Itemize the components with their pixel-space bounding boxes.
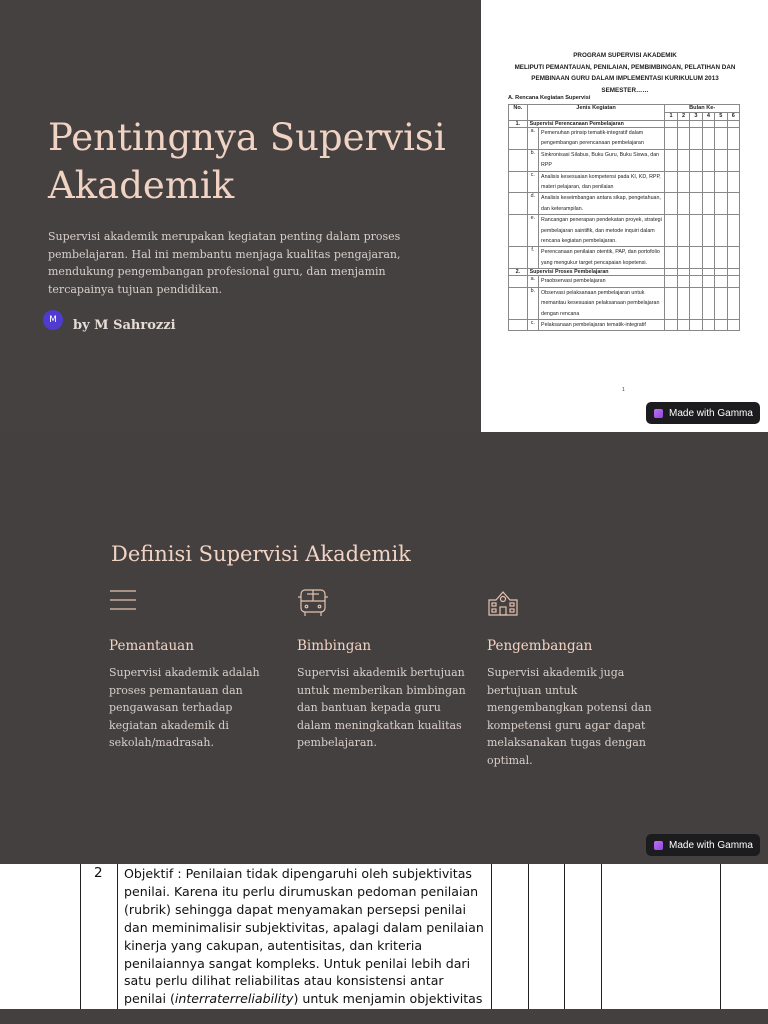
item-text: Observasi pelaksanaan pembelajaran untuk memantau kesesuaian pelaksanaan pembelajaran dengan rencana — [539, 287, 665, 319]
document-heading-line: PEMBINAAN GURU DALAM IMPLEMENTASI KURIKULUM 2013 — [531, 75, 719, 82]
month-cell — [665, 269, 677, 276]
col-jenis-header: Jenis Kegiatan — [527, 105, 665, 121]
month-cell — [677, 319, 689, 330]
document-table — [508, 104, 740, 331]
row-text-prefix: Objektif : Penilaian tidak dipengaruhi oleh subjektivitas penilai. Karena itu perlu dirumuskan pedoman penilaian (rubrik) sehingga dapat menyamakan persepsi penilai dan meminimalisir subjektivitas, apalagi dalam penilaian kinerja yang cakupan, autentisitas, dan kriteria penilaiannya sangat kompleks. Untuk penilai lebih dari satu perlu dilihat reliabilitas atau konsistensi antar penilai ( — [124, 866, 484, 1007]
month-cell — [690, 269, 702, 276]
month-cell — [727, 171, 739, 193]
empty-cell — [509, 128, 528, 150]
month-cell — [702, 247, 714, 269]
month-cell — [715, 121, 727, 128]
month-cell — [665, 128, 677, 150]
table-row — [509, 276, 740, 287]
month-cell — [727, 193, 739, 215]
made-with-gamma-badge[interactable] — [646, 402, 760, 424]
month-cell — [677, 121, 689, 128]
empty-cell — [509, 276, 528, 287]
table-border — [117, 864, 118, 1009]
item-letter: b. — [527, 149, 538, 171]
empty-cell — [509, 171, 528, 193]
column-title: Pengembangan — [487, 638, 593, 654]
bottom-strip — [0, 1009, 768, 1024]
month-cell — [727, 128, 739, 150]
table-border — [564, 864, 565, 1009]
month-cell — [690, 287, 702, 319]
month-cell — [715, 247, 727, 269]
month-cell — [715, 149, 727, 171]
month-cell — [690, 128, 702, 150]
document-heading-line: MELIPUTI PEMANTAUAN, PENILAIAN, PEMBIMBINGAN, PELATIHAN DAN — [514, 63, 736, 71]
table-row — [509, 269, 740, 276]
empty-cell — [509, 287, 528, 319]
month-cell — [702, 269, 714, 276]
month-cell — [665, 121, 677, 128]
month-cell — [727, 247, 739, 269]
made-with-gamma-badge[interactable] — [646, 834, 760, 856]
item-text: Pelaksanaan pembelajaran tematik-integratif — [539, 319, 665, 330]
month-cell — [690, 247, 702, 269]
table-row — [509, 215, 740, 247]
month-cell — [677, 128, 689, 150]
table-row — [509, 128, 740, 150]
document-table-body — [509, 121, 740, 331]
column-text: Supervisi akademik juga bertujuan untuk mengembangkan potensi dan kompetensi guru agar dapat melaksanakan tugas dengan optimal. — [487, 666, 652, 767]
table-border — [491, 864, 492, 1009]
column-bimbingan — [297, 588, 467, 752]
item-letter: b. — [527, 287, 538, 319]
document-image — [481, 0, 768, 432]
col-no-header: No. — [509, 105, 528, 121]
school-building-icon — [487, 588, 519, 618]
month-cell — [715, 287, 727, 319]
month-cell — [727, 276, 739, 287]
month-cell — [727, 215, 739, 247]
month-cell — [690, 193, 702, 215]
column-pengembangan — [487, 588, 657, 770]
month-cell — [715, 269, 727, 276]
month-cell — [665, 287, 677, 319]
slide-title: Pentingnya Supervisi Akademik — [48, 116, 446, 207]
month-cell — [727, 319, 739, 330]
month-cell — [665, 215, 677, 247]
month-cell — [702, 193, 714, 215]
column-text: Supervisi akademik adalah proses pemantauan dan pengawasan terhadap kegiatan akademik di sekolah/madrasah. — [109, 666, 260, 750]
row-text — [124, 865, 488, 1024]
month-cell — [702, 128, 714, 150]
column-title: Pemantauan — [109, 638, 194, 654]
row-number: 1. — [509, 121, 528, 128]
month-cell — [702, 171, 714, 193]
objectivity-table-slide — [0, 864, 768, 1024]
table-row — [509, 319, 740, 330]
item-letter: e. — [527, 215, 538, 247]
month-cell — [715, 276, 727, 287]
document-heading — [491, 50, 759, 96]
month-cell — [690, 276, 702, 287]
row-number: 2. — [509, 269, 528, 276]
definition-slide — [0, 432, 768, 864]
month-header: 6 — [727, 113, 739, 121]
month-cell — [665, 149, 677, 171]
item-letter: a. — [527, 276, 538, 287]
month-cell — [727, 287, 739, 319]
month-cell — [690, 319, 702, 330]
table-border — [601, 864, 602, 1009]
table-border — [528, 864, 529, 1009]
document-heading-line: PROGRAM SUPERVISI AKADEMIK — [573, 52, 677, 59]
month-cell — [715, 215, 727, 247]
item-text: Rancangan penerapan pendekatan proyek, strategi pembelajaran saintifik, dan metode inquiri dalam rencana kegiatan pembelajaran. — [539, 215, 665, 247]
month-cell — [677, 269, 689, 276]
avatar[interactable]: M — [43, 310, 63, 330]
table-row — [509, 247, 740, 269]
table-row — [509, 149, 740, 171]
month-cell — [677, 171, 689, 193]
month-cell — [690, 171, 702, 193]
table-border — [80, 864, 81, 1009]
empty-cell — [509, 215, 528, 247]
month-cell — [702, 319, 714, 330]
empty-cell — [509, 193, 528, 215]
group-title: Supervisi Proses Pembelajaran — [527, 269, 665, 276]
table-row — [509, 193, 740, 215]
column-text: Supervisi akademik bertujuan untuk memberikan bimbingan dan bantuan kepada guru dalam meningkatkan kualitas pembelajaran. — [297, 666, 466, 750]
month-header: 2 — [677, 113, 689, 121]
month-cell — [715, 319, 727, 330]
table-row — [509, 287, 740, 319]
month-header: 3 — [690, 113, 702, 121]
item-letter: c. — [527, 319, 538, 330]
author-line — [43, 306, 176, 333]
author-name: by M Sahrozzi — [73, 318, 176, 333]
col-bulan-header: Bulan Ke- — [665, 105, 740, 113]
month-cell — [677, 149, 689, 171]
table-row — [509, 171, 740, 193]
document-table-wrap — [508, 104, 740, 331]
table-border — [720, 864, 721, 1009]
empty-cell — [509, 149, 528, 171]
gamma-logo-icon — [654, 841, 663, 850]
month-cell — [677, 193, 689, 215]
column-title: Bimbingan — [297, 638, 372, 654]
slide-description: Supervisi akademik merupakan kegiatan penting dalam proses pembelajaran. Hal ini membantu menjaga kualitas pengajaran, mendukung pengembangan profesional guru, dan menjamin tercapainya tujuan pendidikan. — [48, 230, 401, 296]
item-letter: a. — [527, 128, 538, 150]
gamma-logo-icon — [654, 409, 663, 418]
month-cell — [677, 247, 689, 269]
month-cell — [665, 276, 677, 287]
month-cell — [690, 121, 702, 128]
month-cell — [677, 287, 689, 319]
item-text: Pemenuhan prinsip tematik-integratif dalam pengembangan perencanaan pembelajaran — [539, 128, 665, 150]
table-row — [509, 121, 740, 128]
row-text-italic: interraterreliability — [174, 991, 294, 1007]
month-cell — [665, 193, 677, 215]
item-text: Praobservasi pembelajaran — [539, 276, 665, 287]
month-cell — [702, 215, 714, 247]
month-cell — [702, 287, 714, 319]
month-cell — [690, 149, 702, 171]
slide-title: Definisi Supervisi Akademik — [111, 542, 411, 566]
month-cell — [702, 121, 714, 128]
month-cell — [702, 276, 714, 287]
row-number: 2 — [94, 865, 103, 881]
month-cell — [690, 215, 702, 247]
empty-cell — [509, 319, 528, 330]
month-cell — [665, 319, 677, 330]
item-text: Analisis keseimbangan antara sikap, pengetahuan, dan keterampilan. — [539, 193, 665, 215]
item-text: Sinkronisasi Silabus, Buku Guru, Buku Siswa, dan RPP — [539, 149, 665, 171]
column-pemantauan — [109, 588, 279, 752]
item-letter: d. — [527, 193, 538, 215]
month-cell — [727, 269, 739, 276]
month-cell — [677, 215, 689, 247]
item-letter: c. — [527, 171, 538, 193]
empty-cell — [509, 247, 528, 269]
group-title: Supervisi Perencanaan Pembelajaran — [527, 121, 665, 128]
month-cell — [727, 121, 739, 128]
month-cell — [715, 171, 727, 193]
document-section-label: A. Rencana Kegiatan Supervisi — [508, 95, 591, 101]
title-slide — [0, 0, 768, 432]
row-text-suffix: ) untuk menjamin objektivitas — [293, 991, 483, 1007]
month-header: 4 — [702, 113, 714, 121]
bus-icon — [297, 588, 329, 618]
month-cell — [727, 149, 739, 171]
document-heading-line: SEMESTER…… — [601, 86, 649, 94]
month-cell — [715, 193, 727, 215]
month-header: 5 — [715, 113, 727, 121]
month-cell — [702, 149, 714, 171]
month-cell — [665, 247, 677, 269]
item-letter: f. — [527, 247, 538, 269]
month-cell — [677, 276, 689, 287]
month-cell — [715, 128, 727, 150]
menu-lines-icon — [109, 588, 141, 618]
item-text: Analisis kesesuaian kompetensi pada KI, KD, RPP, materi pelajaran, dan penilaian — [539, 171, 665, 193]
month-header: 1 — [665, 113, 677, 121]
item-text: Perencanaan penilaian otentik, PAP, dan portofolio yang mengukur target pencapaian kopetensi. — [539, 247, 665, 269]
badge-label: Made with Gamma — [669, 407, 753, 419]
badge-label: Made with Gamma — [669, 839, 753, 851]
document-page-number: 1 — [622, 387, 625, 393]
month-cell — [665, 171, 677, 193]
